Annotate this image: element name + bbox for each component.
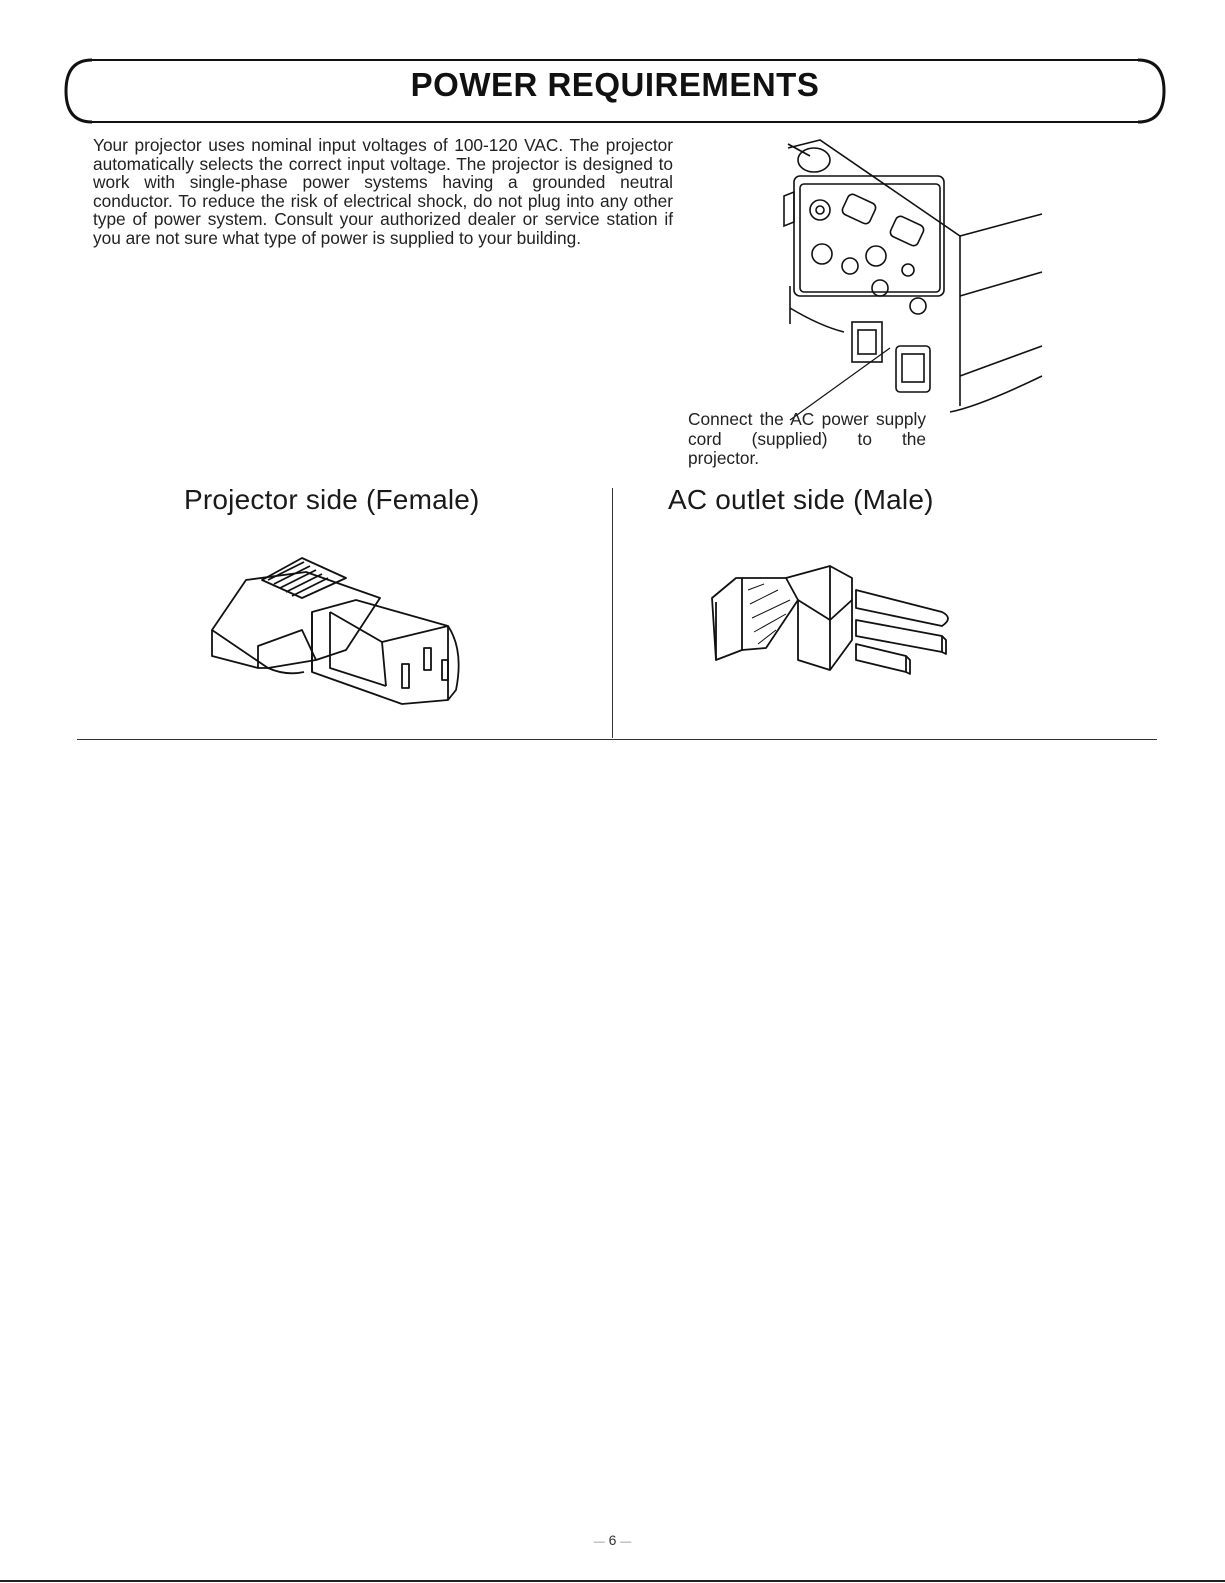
page-number: 6 (608, 1532, 617, 1548)
page-number-footer (0, 1532, 1225, 1548)
intro-paragraph: Your projector uses nominal input voltages of 100-120 VAC. The projector automatically selects the correct input voltage. The projector is designed to work with single-phase power systems having a grounded neutral conductor. To reduce the risk of electrical shock, do not plug into any other type of power system. Consult your authorized dealer or service station if you are not sure what type of power is supplied to your building. (93, 135, 673, 248)
horizontal-divider (77, 739, 1157, 740)
male-plug-connector-illustration (706, 560, 966, 695)
page-number-dash-left: — (593, 1536, 605, 1548)
bottom-edge-rule (0, 1580, 1225, 1582)
title-banner (62, 56, 1168, 126)
illustration-caption: Connect the AC power supply cord (supplied) to the projector. (688, 409, 926, 468)
ac-outlet-side-heading: AC outlet side (Male) (668, 484, 934, 515)
page-title: POWER REQUIREMENTS (410, 66, 820, 103)
page-number-dash-right: — (620, 1536, 632, 1548)
female-plug-connector-illustration (206, 550, 476, 715)
projector-side-heading: Projector side (Female) (184, 484, 480, 515)
vertical-divider (612, 488, 613, 738)
